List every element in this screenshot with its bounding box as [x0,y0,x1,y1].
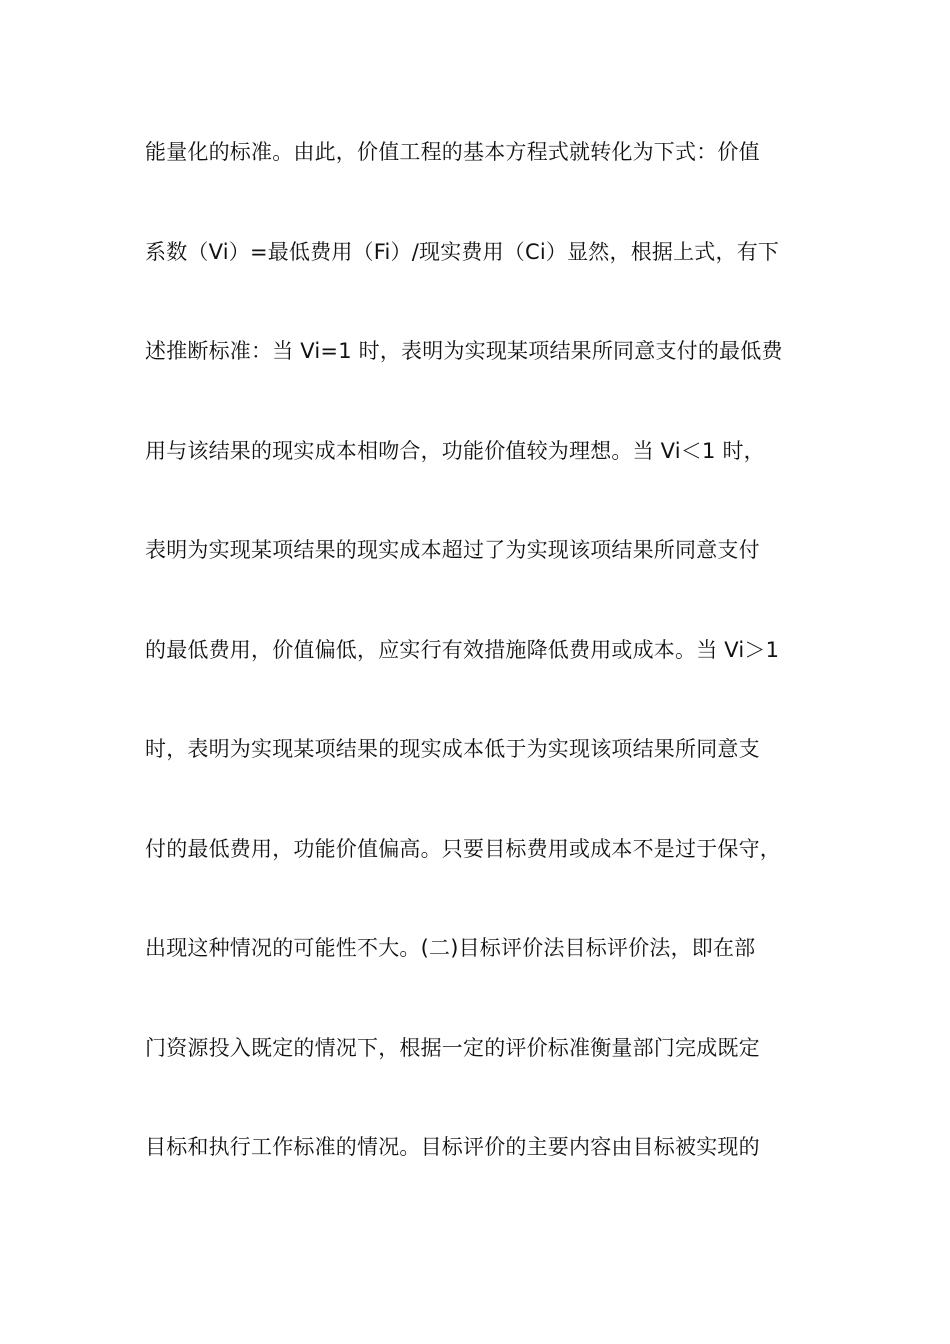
text-line: 用与该结果的现实成本相吻合，功能价值较为理想。当 Vi＜1 时， [145,438,765,463]
text-line: 付的最低费用，功能价值偏高。只要目标费用或成本不是过于保守， [145,836,781,861]
text-line: 述推断标准：当 Vi=1 时，表明为实现某项结果所同意支付的最低费 [145,339,783,363]
text-line: 门资源投入既定的情况下，根据一定的评价标准衡量部门完成既定 [145,1035,760,1060]
text-line: 目标和执行工作标准的情况。目标评价的主要内容由目标被实现的 [145,1135,760,1159]
text-line: 的最低费用，价值偏低，应实行有效措施降低费用或成本。当 Vi＞1 [145,637,780,662]
text-line: 能量化的标准。由此，价值工程的基本方程式就转化为下式：价值 [145,140,760,164]
text-line: 系数（Vi）=最低费用（Fi）/现实费用（Ci）显然，根据上式，有下 [145,239,780,264]
body-text [145,129,825,1224]
text-line: 表明为实现某项结果的现实成本超过了为实现该项结果所同意支付 [145,538,760,562]
text-line: 时，表明为实现某项结果的现实成本低于为实现该项结果所同意支 [145,737,760,761]
text-line: 出现这种情况的可能性不大。(二)目标评价法目标评价法，即在部 [145,936,756,960]
